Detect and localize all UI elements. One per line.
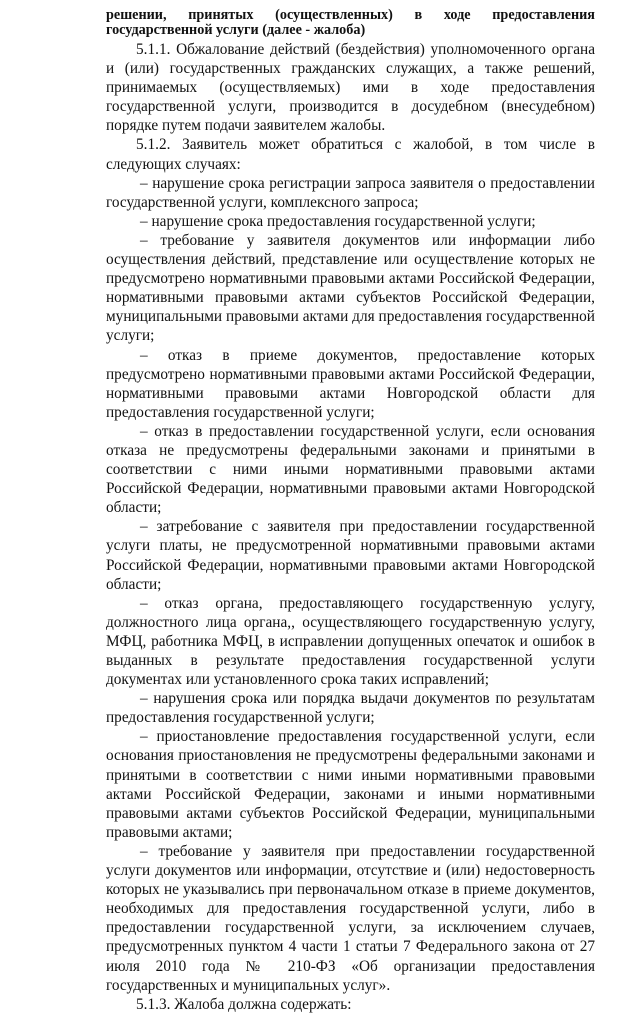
list-item: – отказ органа, предоставляющего государственную услугу, должностного лица органа,, осуществляющего государственную услугу, МФЦ, работника МФЦ, в исправлении допущенных опечаток и ошибок в выданных в результате предоставления государственной услуги документах или установленного срока таких исправлений; [106,594,595,689]
paragraph-5-1-2: 5.1.2. Заявитель может обратиться с жалобой, в том числе в следующих случаях: [106,136,595,173]
list-item: – приостановление предоставления государственной услуги, если основания приостановления не предусмотрены федеральными законами и принятыми в соответствии с ними иными нормативными правовыми актами Российской Федерации, законами и иными нормативными правовыми актами субъектов Российской Федерации, муниципальными правовыми актами; [106,728,595,841]
list-item: – затребование с заявителя при предоставлении государственной услуги платы, не предусмотренной нормативными правовыми актами Российской Федерации, нормативными правовыми актами Новгородской области; [106,518,595,593]
list-item: – отказ в предоставлении государственной услуги, если основания отказа не предусмотрены федеральными законами и принятыми в соответствии с ними иными нормативными правовыми актами Российской Федерации, нормативными правовыми актами Новгородской области; [106,422,595,517]
list-item: – нарушение срока регистрации запроса заявителя о предоставлении государственной услуги, комплексного запроса; [106,174,595,211]
section-heading: решении, принятых (осуществленных) в ходе предоставления государственной услуги (далее - жалоба) [106,7,595,38]
list-item: – требование у заявителя при предоставлении государственной услуги документов или информации, отсутствие и (или) недостоверность которых не указывались при первоначальном отказе в приеме документов, необходимых для предоставления государственной услуги, либо в предоставлении государственной услуги, за исключением случаев, предусмотренных пунктом 4 части 1 статьи 7 Федерального закона от 27 июля 2010 года № 210-ФЗ «Об организации предоставления государственных и муниципальных услуг». [106,842,595,994]
list-item: – нарушения срока или порядка выдачи документов по результатам предоставления государственной услуги; [106,690,595,727]
list-item: – требование у заявителя документов или информации либо осуществления действий, представление или осуществление которых не предусмотрено нормативными правовыми актами Российской Федерации, нормативными правовыми актами субъектов Российской Федерации, муниципальными правовыми актами для предоставления государственной услуги; [106,231,595,345]
paragraph-5-1-1: 5.1.1. Обжалование действий (бездействия) уполномоченного органа и (или) государственных гражданских служащих, а также решений, принимаемых (осуществляемых) ими в ходе предоставления государственной услуги, производится в досудебном (внесудебном) порядке путем подачи заявителем жалобы. [106,41,595,135]
list-item: – нарушение срока предоставления государственной услуги; [140,212,536,230]
list-item: – отказ в приеме документов, предоставление которых предусмотрено нормативными правовыми актами Российской Федерации, нормативными правовыми актами Новгородской области для предоставления государственной услуги; [106,346,595,421]
paragraph-5-1-3: 5.1.3. Жалоба должна содержать: [136,995,352,1013]
